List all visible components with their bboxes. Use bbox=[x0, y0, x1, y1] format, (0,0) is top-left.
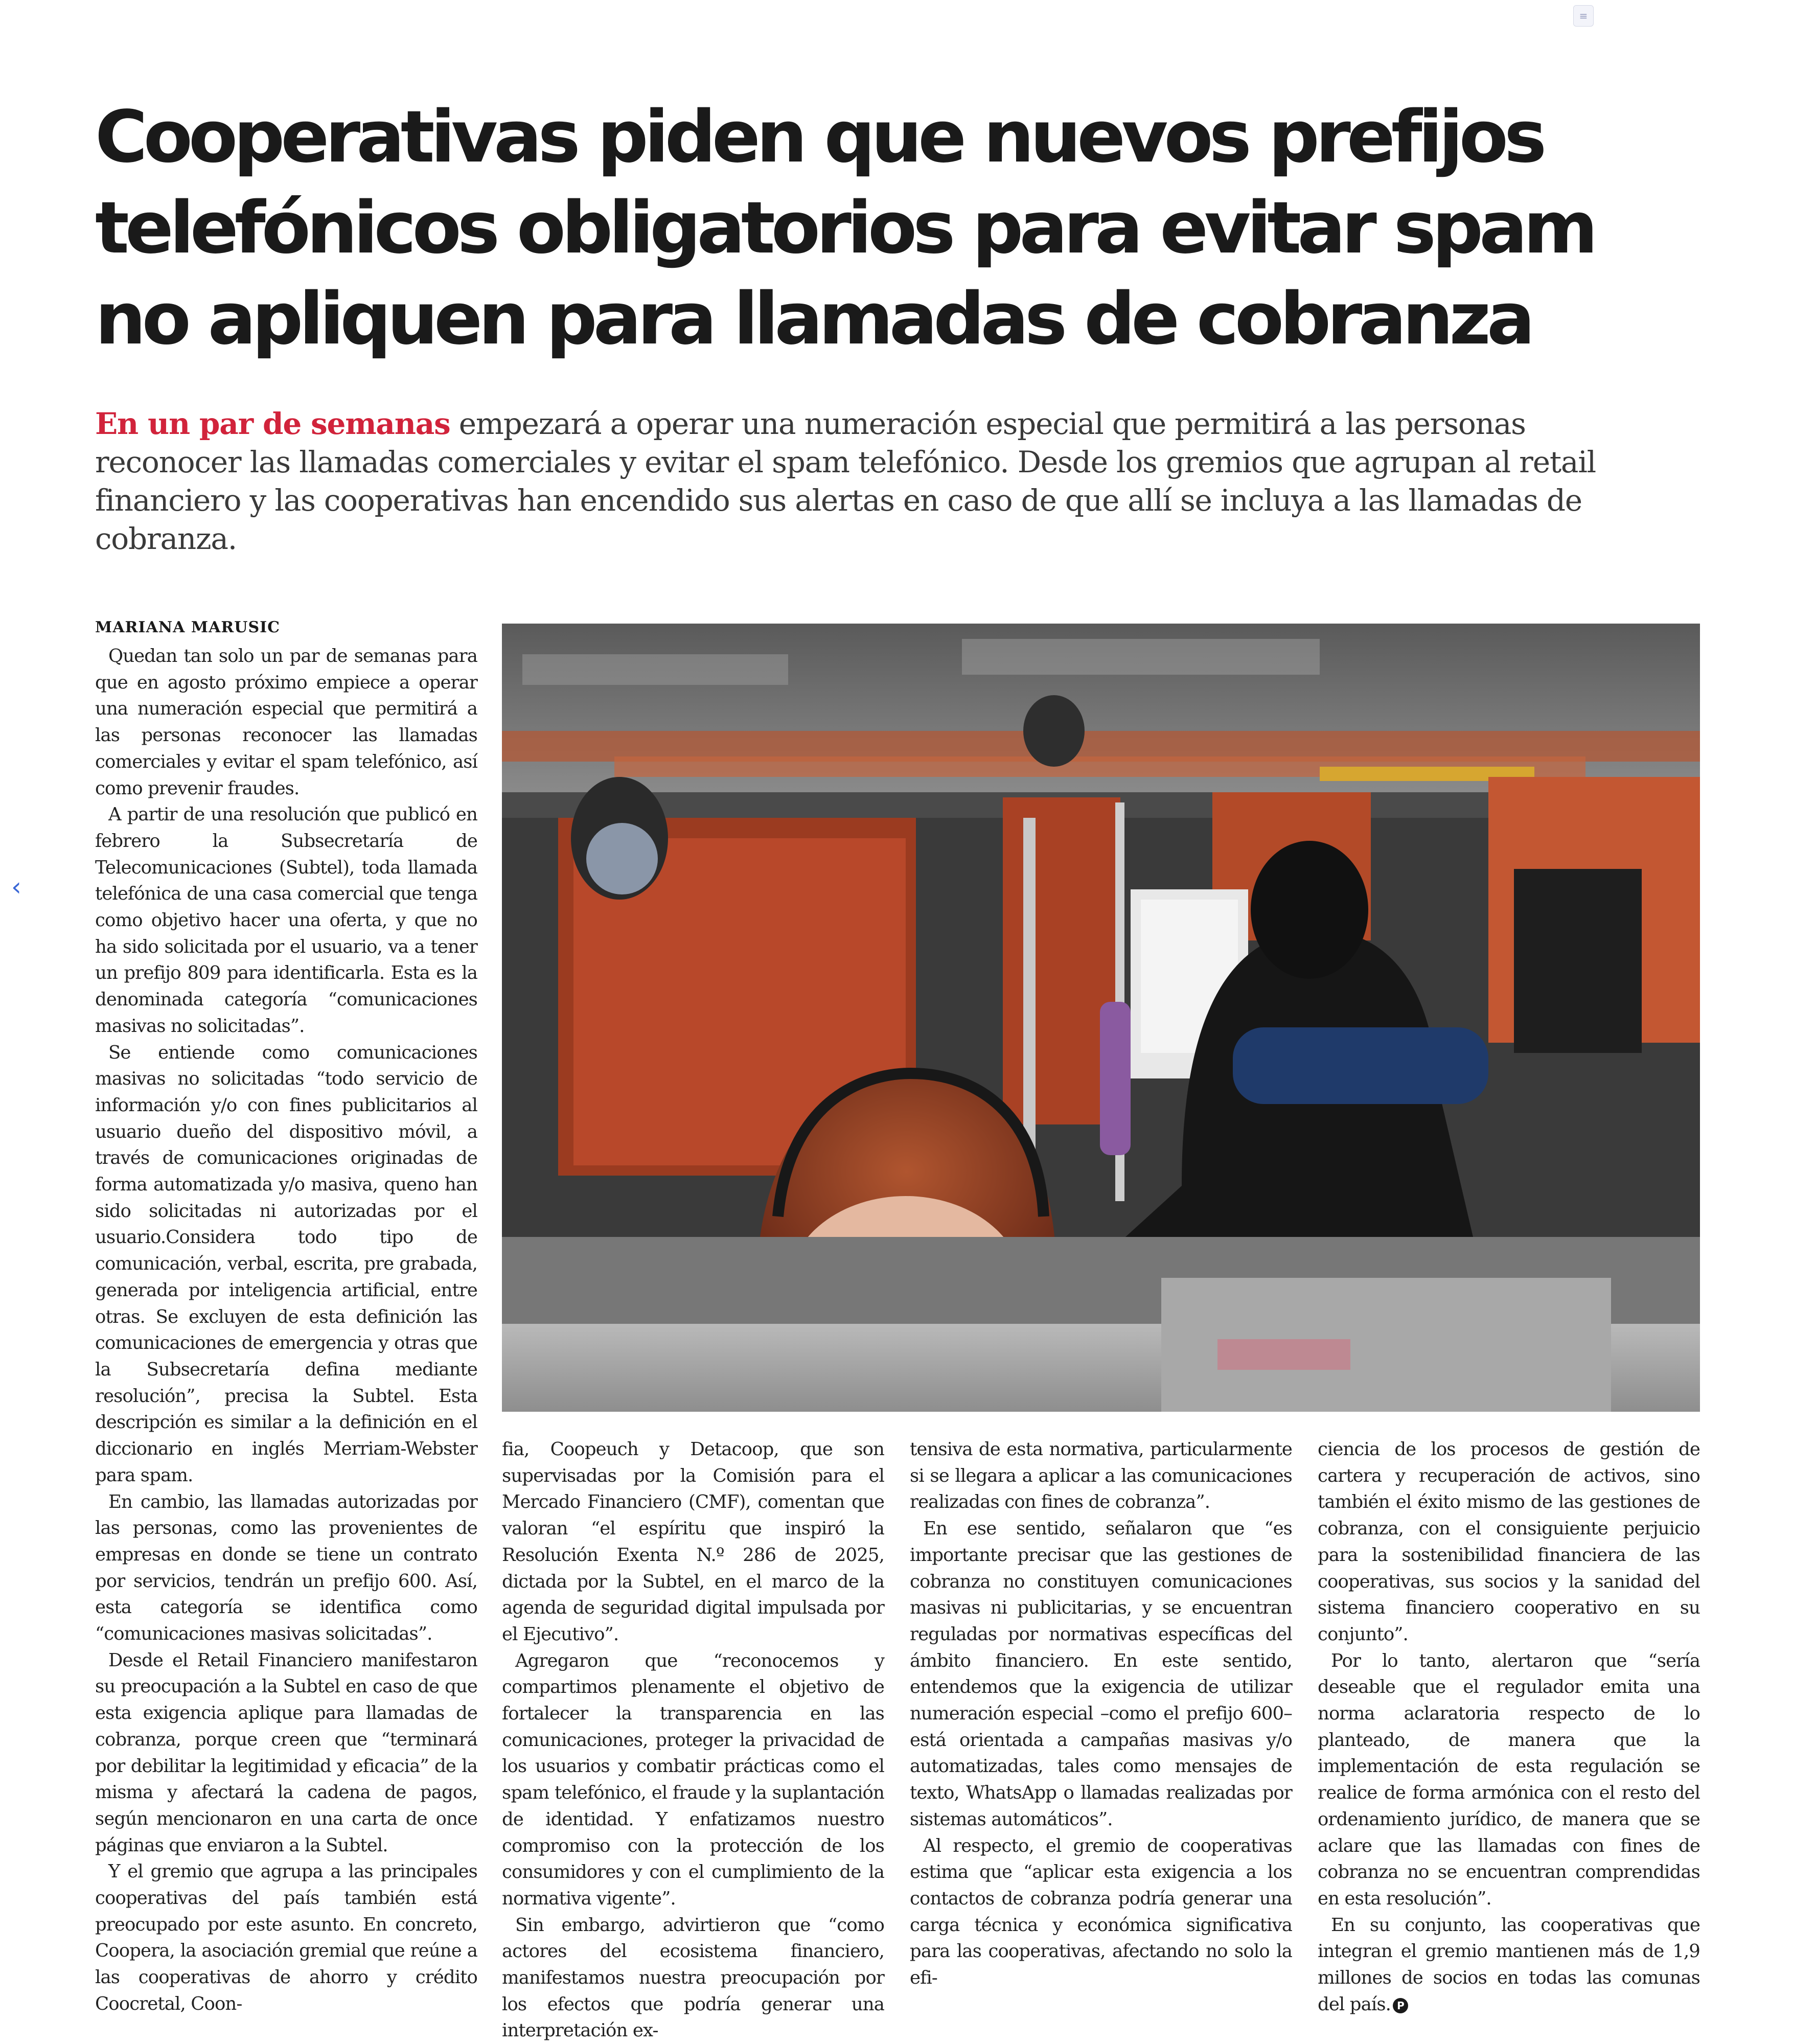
article-paragraph: Sin embargo, advirtieron que “como actores del ecosistema financiero, manifestamos nuestra preocupación por los efectos que podría generar una interpretación ex- bbox=[502, 1914, 884, 2041]
article-column-1 bbox=[95, 643, 477, 2017]
article-paragraph: En cambio, las llamadas autorizadas por las personas, como las provenientes de empresas en donde se tiene un contrato por servicios, tendrán un prefijo 600. Así, esta categoría se identifica como “comunicaciones masivas solicitadas”. bbox=[95, 1491, 477, 1645]
headline: Cooperativas piden que nuevos prefijos telefónicos obligatorios para evitar spam no apliquen para llamadas de cobranza bbox=[95, 96, 1594, 361]
article-column-3 bbox=[910, 1436, 1292, 1991]
article-paragraph: tensiva de esta normativa, particularmente si se llegara a aplicar a las comunicaciones realizadas con fines de cobranza”. bbox=[910, 1439, 1292, 1513]
article-paragraph: Al respecto, el gremio de cooperativas estima que “aplicar esta exigencia a los contactos de cobranza podría generar una carga técnica y económica significativa para las cooperativas, afectando no solo la efi- bbox=[910, 1835, 1292, 1989]
deck-text: empezará a operar una numeración especial que permitirá a las personas reconocer las llamadas comerciales y evitar el spam telefónico. Desde los gremios que agrupan al retail financiero y las cooperativas han encendido sus alertas en caso de que allí se incluya a las llamadas de cobranza. bbox=[95, 406, 1596, 556]
article-column-4 bbox=[1318, 1436, 1700, 2017]
article-paragraph: En ese sentido, señalaron que “es importante precisar que las gestiones de cobranza no constituyen comunicaciones masivas ni publicitarias, y se encuentran reguladas por normativas específicas del ámbito financiero. En este sentido, entendemos que la exigencia de utilizar numeración especial –como el prefijo 600– está orientada a campañas masivas y/o automatizadas, tales como mensajes de texto, WhatsApp o llamadas realizadas por sistemas automáticos”. bbox=[910, 1518, 1292, 1830]
deck bbox=[95, 405, 1680, 558]
article-paragraph-text: En su conjunto, las cooperativas que integran el gremio mantienen más de 1,9 millones de socios en todas las comunas del país. bbox=[1318, 1914, 1700, 2015]
deck-lead: En un par de semanas bbox=[95, 406, 450, 441]
article-column-2 bbox=[502, 1436, 884, 2044]
article-paragraph: fia, Coopeuch y Detacoop, que son supervisadas por la Comisión para el Mercado Financiero (CMF), comentan que valoran “el espíritu que inspiró la Resolución Exenta N.º 286 de 2025, dictada por la Subtel, en el marco de la agenda de seguridad digital impulsada por el Ejecutivo”. bbox=[502, 1439, 884, 1645]
article-paragraph bbox=[1318, 1912, 1700, 2018]
article-paragraph: Quedan tan solo un par de semanas para que en agosto próximo empiece a operar una numeración especial que permitirá a las personas reconocer las llamadas comerciales y evitar el spam telefónico, así como prevenir fraudes. bbox=[95, 646, 477, 799]
article-paragraph: Se entiende como comunicaciones masivas no solicitadas “todo servicio de información y/o con fines publicitarios al usuario dueño del dispositivo móvil, a través de comunicaciones originadas de forma automatizada y/o masiva, queno han sido solicitadas ni autorizadas por el usuario.Considera todo tipo de comunicación, verbal, escrita, pre grabada, generada por inteligencia artificial, entre otras. Se excluyen de esta definición las comunicaciones de emergencia y otras que la Subsecretaría defina mediante resolución”, precisa la Subtel. Esta descripción es similar a la definición en el diccionario en inglés Merriam-Webster para spam. bbox=[95, 1042, 477, 1486]
article-paragraph: Y el gremio que agrupa a las principales cooperativas del país también está preocupado por este asunto. En concreto, Coopera, la asociación gremial que reúne a las cooperativas de ahorro y crédito Coocretal, Coon- bbox=[95, 1861, 477, 2014]
logo-p-icon: P bbox=[1393, 1998, 1408, 2013]
article-paragraph: A partir de una resolución que publicó en febrero la Subsecretaría de Telecomunicaciones (Subtel), toda llamada telefónica de una casa comercial que tenga como objetivo hacer una oferta, y que no ha sido solicitada por el usuario, va a tener un prefijo 809 para identificarla. Esta es la denominada categoría “comunicaciones masivas no solicitadas”. bbox=[95, 804, 477, 1037]
article-paragraph: ciencia de los procesos de gestión de cartera y recuperación de activos, sino también el éxito mismo de las gestiones de cobranza, con el consiguiente perjuicio para la sostenibilidad financiera de las cooperativas, sus socios y la sanidad del sistema financiero cooperativo en su conjunto”. bbox=[1318, 1439, 1700, 1645]
page-options-button[interactable]: ≡ bbox=[1573, 5, 1594, 27]
article-paragraph: Por lo tanto, alertaron que “sería deseable que el regulador emita una norma aclaratoria respecto de lo planteado, de manera que la implementación de esta regulación se realice de forma armónica con el resto del ordenamiento jurídico, de manera que se aclare que las llamadas con fines de cobranza no se encuentran comprendidas en esta resolución”. bbox=[1318, 1650, 1700, 1909]
byline: MARIANA MARUSIC bbox=[95, 618, 281, 636]
article-paragraph: Desde el Retail Financiero manifestaron su preocupación a la Subtel en caso de que esta exigencia aplique para llamadas de cobranza, porque creen que “terminará por debilitar la legitimidad y eficacia” de la misma y afectará la cadena de pagos, según mencionaron en una carta de once páginas que enviaron a la Subtel. bbox=[95, 1649, 477, 1856]
photo-call-center bbox=[502, 624, 1700, 1412]
article-paragraph: Agregaron que “reconocemos y compartimos plenamente el objetivo de fortalecer la transparencia en las comunicaciones, proteger la privacidad de los usuarios y combatir prácticas como el spam telefónico, el fraude y la suplantación de identidad. Y enfatizamos nuestro compromiso con la protección de los consumidores y con el cumplimiento de la normativa vigente”. bbox=[502, 1650, 884, 1909]
article-photo bbox=[502, 624, 1700, 1412]
chevron-left-icon[interactable]: ‹ bbox=[11, 872, 21, 902]
